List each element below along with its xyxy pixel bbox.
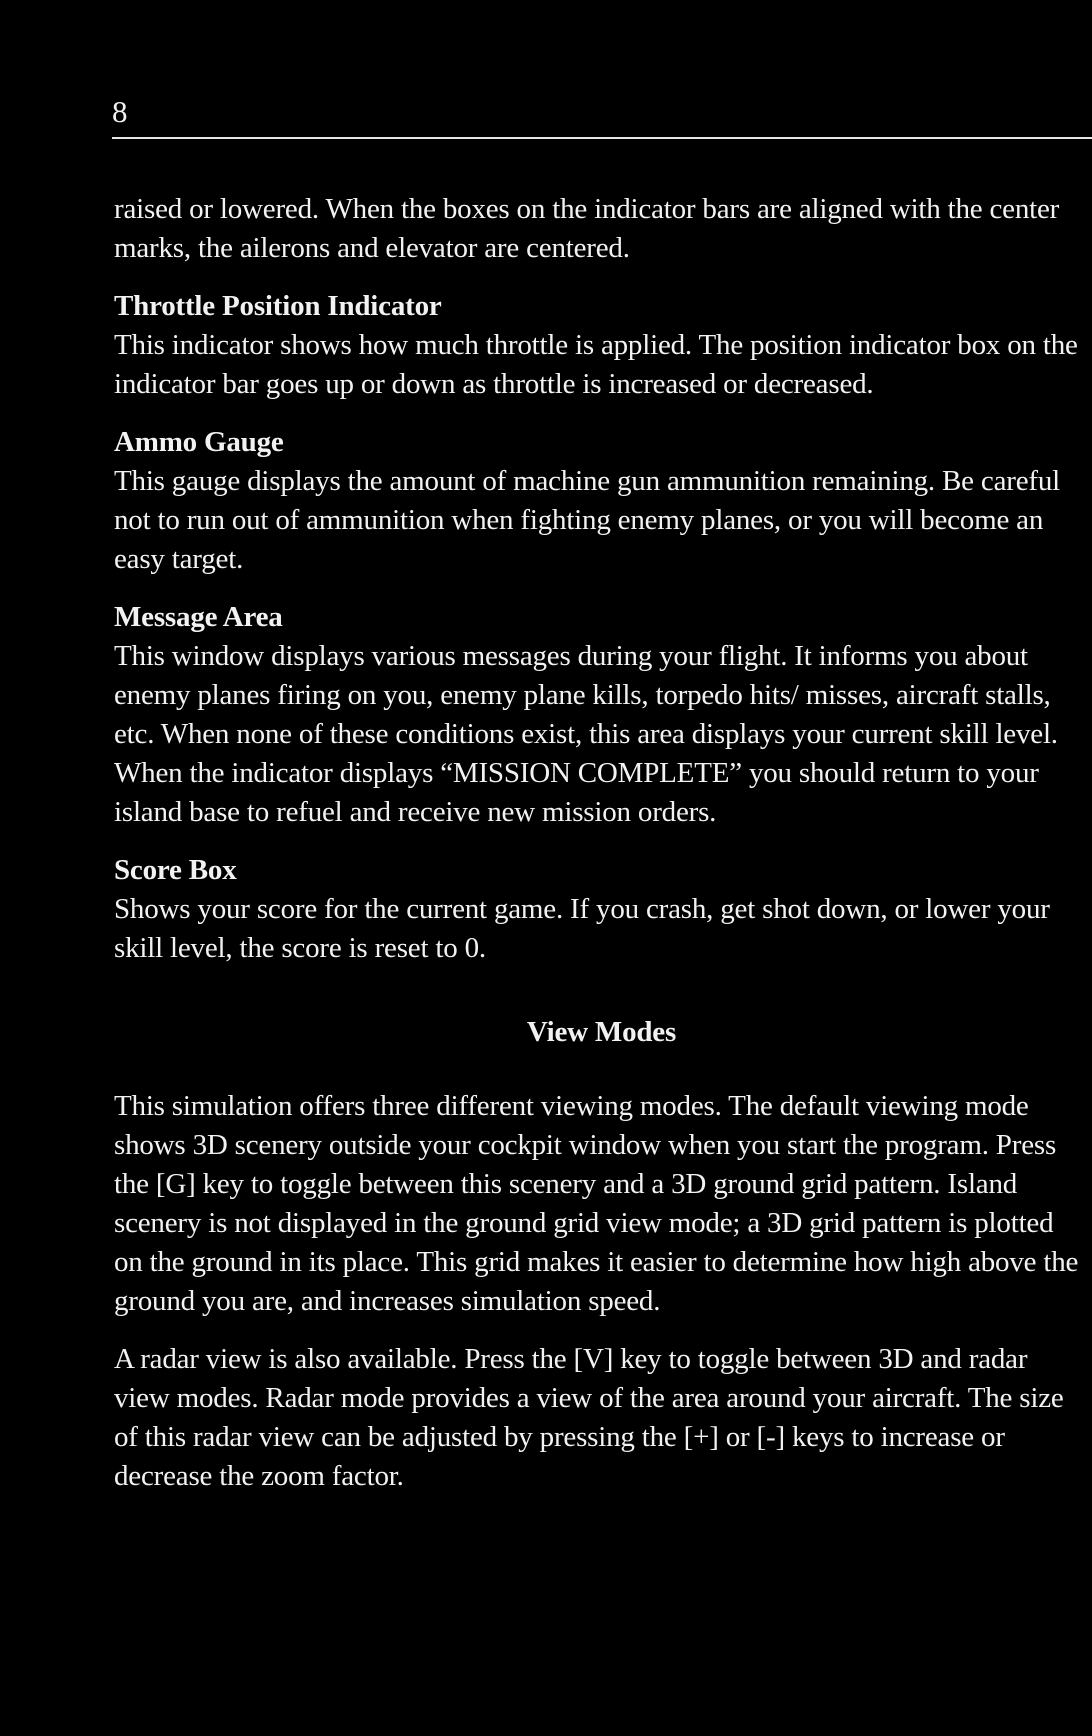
message-heading: Message Area (114, 601, 283, 633)
intro-paragraph: raised or lowered. When the boxes on the indicator bars are aligned with the center marks, the ailerons and elevator are centered. (114, 193, 1060, 264)
message-paragraph: This window displays various messages during your flight. It informs you about enemy planes firing on you, enemy plane kills, torpedo hits/ misses, aircraft stalls, etc. When none of these conditions exist, this area displays your current skill level. When the indicator displays “MISSION COMPLETE” you should return to your island base to refuel and receive new mission orders. (114, 640, 1058, 828)
score-heading: Score Box (114, 854, 237, 886)
view-modes-paragraph-1: This simulation offers three different viewing modes. The default viewing mode shows 3D scenery outside your cockpit window when you start the program. Press the [G] key to toggle between this scenery and a 3D ground grid pattern. Island scenery is not displayed in the ground grid view mode; a 3D grid pattern is plotted on the ground in its place. This grid makes it easier to determine how high above the ground you are, and increases simulation speed. (114, 1090, 1079, 1317)
page-content (114, 190, 1089, 1496)
header-rule (112, 137, 1092, 139)
view-modes-paragraph-2: A radar view is also available. Press the [V] key to toggle between 3D and radar view modes. Radar mode provides a view of the area around your aircraft. The size of this radar view can be adjusted by pressing the [+] or [-] keys to increase or decrease the zoom factor. (114, 1343, 1064, 1492)
ammo-heading: Ammo Gauge (114, 426, 284, 458)
score-paragraph: Shows your score for the current game. If you crash, get shot down, or lower your skill level, the score is reset to 0. (114, 893, 1050, 964)
throttle-heading: Throttle Position Indicator (114, 290, 442, 322)
throttle-paragraph: This indicator shows how much throttle is applied. The position indicator box on the indicator bar goes up or down as throttle is increased or decreased. (114, 329, 1078, 400)
ammo-paragraph: This gauge displays the amount of machine gun ammunition remaining. Be careful not to run out of ammunition when fighting enemy planes, or you will become an easy target. (114, 465, 1060, 575)
view-modes-title: View Modes (526, 1016, 677, 1048)
page-number: 8 (112, 94, 128, 129)
